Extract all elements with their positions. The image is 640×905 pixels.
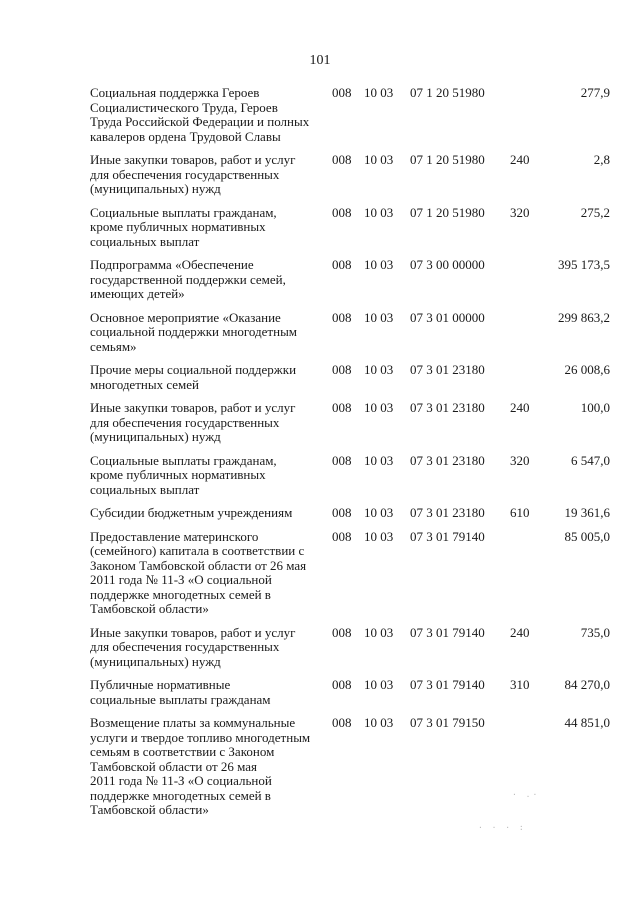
row-ved-code: 008 <box>332 452 352 468</box>
table-row <box>0 678 640 707</box>
table-row <box>0 454 640 498</box>
row-target-article: 07 3 01 23180 <box>410 505 485 520</box>
row-target-article: 07 1 20 51980 <box>410 204 485 220</box>
row-ved-code: 008 <box>332 309 352 325</box>
row-target-article: 07 3 01 79140 <box>410 528 485 544</box>
row-amount: 6 547,0 <box>571 452 610 468</box>
table-row <box>0 153 640 197</box>
row-amount: 26 008,6 <box>564 362 610 377</box>
row-target-article: 07 1 20 51980 <box>410 152 485 167</box>
table-row <box>0 206 640 250</box>
row-section-code: 10 03 <box>364 204 394 220</box>
row-ved-code: 008 <box>332 85 352 100</box>
row-target-article: 07 3 01 23180 <box>410 362 485 377</box>
row-expense-type: 610 <box>510 505 530 520</box>
row-ved-code: 008 <box>332 677 352 692</box>
budget-table <box>0 86 640 827</box>
row-amount: 85 005,0 <box>564 528 610 544</box>
row-ved-code: 008 <box>332 624 352 640</box>
row-target-article: 07 3 01 79140 <box>410 677 485 692</box>
row-target-article: 07 3 01 79140 <box>410 624 485 640</box>
row-name: Возмещение платы за коммунальные услуги и твердое топливо многодетным семьям в соответствии с Законом Тамбовской области от 26 мая 2011 года № 11-З «О социальной поддержке многодетных семей в Тамбовской области» <box>90 715 311 817</box>
row-target-article: 07 3 01 23180 <box>410 400 485 415</box>
row-name: Субсидии бюджетным учреждениям <box>90 505 293 520</box>
row-target-article: 07 3 00 00000 <box>410 257 485 272</box>
row-section-code: 10 03 <box>364 677 394 692</box>
scan-noise: · · · : <box>478 823 526 832</box>
row-ved-code: 008 <box>332 400 352 415</box>
row-name: Иные закупки товаров, работ и услуг для обеспечения государственных (муниципальных) нужд <box>90 624 296 669</box>
row-ved-code: 008 <box>332 257 352 272</box>
table-row <box>0 86 640 144</box>
row-name: Социальная поддержка Героев Социалистического Труда, Героев Труда Российской Федерации и полных кавалеров ордена Трудовой Славы <box>90 85 310 144</box>
row-ved-code: 008 <box>332 362 352 377</box>
row-section-code: 10 03 <box>364 452 394 468</box>
row-expense-type: 240 <box>510 152 530 167</box>
table-row <box>0 401 640 445</box>
row-amount: 275,2 <box>580 204 610 220</box>
row-amount: 44 851,0 <box>564 715 610 730</box>
row-amount: 735,0 <box>580 624 610 640</box>
row-target-article: 07 3 01 79150 <box>410 715 485 730</box>
table-row <box>0 258 640 302</box>
row-expense-type: 240 <box>510 624 530 640</box>
row-amount: 2,8 <box>593 152 610 167</box>
row-name: Иные закупки товаров, работ и услуг для обеспечения государственных (муниципальных) нужд <box>90 152 296 196</box>
row-target-article: 07 1 20 51980 <box>410 85 485 100</box>
row-amount: 84 270,0 <box>564 677 610 692</box>
row-amount: 100,0 <box>580 400 610 415</box>
row-section-code: 10 03 <box>364 362 394 377</box>
row-ved-code: 008 <box>332 505 352 520</box>
row-name: Иные закупки товаров, работ и услуг для обеспечения государственных (муниципальных) нужд <box>90 400 296 444</box>
page-number: 101 <box>309 53 331 68</box>
row-target-article: 07 3 01 00000 <box>410 309 485 325</box>
row-expense-type: 320 <box>510 204 530 220</box>
table-row <box>0 530 640 617</box>
row-section-code: 10 03 <box>364 309 394 325</box>
row-expense-type: 240 <box>510 400 530 415</box>
row-name: Прочие меры социальной поддержки многодетных семей <box>90 362 297 392</box>
row-target-article: 07 3 01 23180 <box>410 452 485 468</box>
row-section-code: 10 03 <box>364 528 394 544</box>
row-section-code: 10 03 <box>364 257 394 272</box>
row-section-code: 10 03 <box>364 715 394 730</box>
row-amount: 277,9 <box>580 85 610 100</box>
row-expense-type: 310 <box>510 677 530 692</box>
row-name: Социальные выплаты гражданам, кроме публичных нормативных социальных выплат <box>90 204 277 249</box>
row-section-code: 10 03 <box>364 400 394 415</box>
row-name: Публичные нормативные социальные выплаты гражданам <box>90 677 271 707</box>
row-amount: 299 863,2 <box>558 309 610 325</box>
row-section-code: 10 03 <box>364 152 394 167</box>
row-expense-type: 320 <box>510 452 530 468</box>
table-row <box>0 506 640 521</box>
row-ved-code: 008 <box>332 528 352 544</box>
table-row <box>0 311 640 355</box>
scan-noise: · .· <box>512 790 540 799</box>
row-ved-code: 008 <box>332 715 352 730</box>
table-row <box>0 626 640 670</box>
row-name: Предоставление материнского (семейного) капитала в соответствии с Законом Тамбовской области от 26 мая 2011 года № 11-З «О социальной поддержке многодетных семей в Тамбовской области» <box>90 528 307 616</box>
row-section-code: 10 03 <box>364 505 394 520</box>
row-amount: 395 173,5 <box>558 257 610 272</box>
row-name: Подпрограмма «Обеспечение государственной поддержки семей, имеющих детей» <box>90 257 286 301</box>
row-amount: 19 361,6 <box>564 505 610 520</box>
table-row <box>0 716 640 818</box>
row-name: Основное мероприятие «Оказание социальной поддержки многодетным семьям» <box>90 309 298 354</box>
row-ved-code: 008 <box>332 152 352 167</box>
table-row <box>0 363 640 392</box>
row-name: Социальные выплаты гражданам, кроме публичных нормативных социальных выплат <box>90 452 277 497</box>
row-section-code: 10 03 <box>364 624 394 640</box>
row-ved-code: 008 <box>332 204 352 220</box>
row-section-code: 10 03 <box>364 85 394 100</box>
